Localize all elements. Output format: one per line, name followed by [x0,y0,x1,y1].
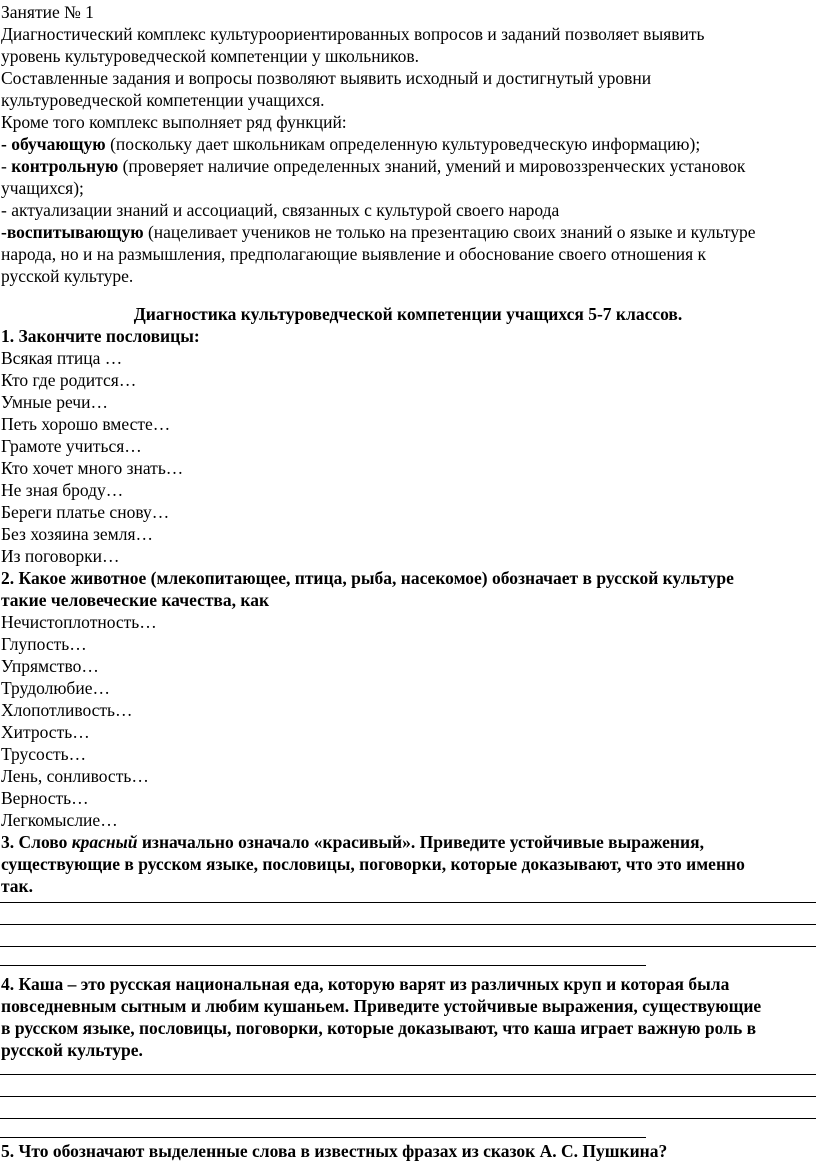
proverb-item: Береги платье снову… [1,502,170,522]
question-3-title: так. [1,876,34,896]
function-term: -воспитывающую [1,222,144,242]
question-3-title: существующие в русском языке, пословицы, поговорки, которые доказывают, что это именно [1,854,745,874]
function-term: - обучающую [1,134,106,154]
function-description-line: учащихся); [1,178,84,198]
function-item [1,133,700,155]
question-5-title: 5. Что обозначают выделенные слова в известных фразах из сказок А. С. Пушкина? [1,1141,668,1161]
function-description: (нацеливает учеников не только на презентацию своих знаний о языке и культуре [143,222,756,242]
proverb-item: Кто где родится… [1,370,137,390]
function-item [1,155,745,177]
proverb-item: Не зная броду… [1,480,124,500]
function-description-line: русской культуре. [1,266,134,286]
answer-line[interactable] [0,1074,816,1075]
quality-item: Легкомыслие… [1,810,118,830]
question-4-title: повседневным сытным и любим кушаньем. Приведите устойчивые выражения, существующие [1,996,762,1016]
answer-line[interactable] [0,1118,816,1119]
answer-line[interactable] [0,965,646,966]
question-4-title: в русском языке, пословицы, поговорки, которые доказывают, что каша играет важную роль в [1,1018,757,1038]
function-item: - актуализации знаний и ассоциаций, связанных с культурой своего народа [1,200,560,220]
answer-line[interactable] [0,1096,816,1097]
intro-paragraph-line: Кроме того комплекс выполняет ряд функций: [1,112,347,132]
question-2-title: 2. Какое животное (млекопитающее, птица, рыба, насекомое) обозначает в русской культуре [1,568,734,588]
question-2-title: такие человеческие качества, как [1,590,270,610]
proverb-item: Умные речи… [1,392,108,412]
answer-line[interactable] [0,946,816,947]
quality-item: Трусость… [1,744,87,764]
question-3-keyword: красный [71,832,138,852]
function-description-line: народа, но и на размышления, предполагающие выявление и обоснование своего отношения к [1,244,707,264]
quality-item: Упрямство… [1,656,99,676]
question-3-title [1,831,704,853]
question-1-title: 1. Закончите пословицы: [1,326,200,346]
lesson-title: Занятие № 1 [1,2,94,22]
quality-item: Хитрость… [1,722,90,742]
proverb-item: Грамоте учиться… [1,436,142,456]
proverb-item: Из поговорки… [1,546,120,566]
quality-item: Трудолюбие… [1,678,110,698]
quality-item: Верность… [1,788,89,808]
quality-item: Лень, сонливость… [1,766,149,786]
function-description: (поскольку дает школьникам определенную культуроведческую информацию); [105,134,701,154]
intro-paragraph-line: культуроведческой компетенции учащихся. [1,90,325,110]
quality-item: Хлопотливость… [1,700,133,720]
proverb-item: Петь хорошо вместе… [1,414,171,434]
proverb-item: Кто хочет много знать… [1,458,184,478]
function-term: контрольную [11,156,119,176]
answer-line[interactable] [0,1137,646,1138]
answer-line[interactable] [0,902,816,903]
answer-line[interactable] [0,924,816,925]
question-3-text: изначально означало «красивый». Приведите устойчивые выражения, [137,832,704,852]
quality-item: Нечистоплотность… [1,612,157,632]
proverb-item: Без хозяина земля… [1,524,154,544]
quality-item: Глупость… [1,634,87,654]
function-dash: - [1,156,12,176]
intro-paragraph-line: уровень культуроведческой компетенции у школьников. [1,46,419,66]
function-description: (проверяет наличие определенных знаний, умений и мировоззренческих установок [118,156,746,176]
question-4-title: 4. Каша – это русская национальная еда, которую варят из различных круп и которая была [1,974,730,994]
function-item [1,221,756,243]
question-3-text: 3. Слово [1,832,72,852]
intro-paragraph-line: Составленные задания и вопросы позволяют выявить исходный и достигнутый уровни [1,68,652,88]
intro-paragraph-line: Диагностический комплекс культуроориентированных вопросов и заданий позволяет выявить [1,24,705,44]
question-4-title: русской культуре. [1,1040,143,1060]
section-heading: Диагностика культуроведческой компетенции учащихся 5-7 классов. [133,304,683,324]
proverb-item: Всякая птица … [1,348,123,368]
